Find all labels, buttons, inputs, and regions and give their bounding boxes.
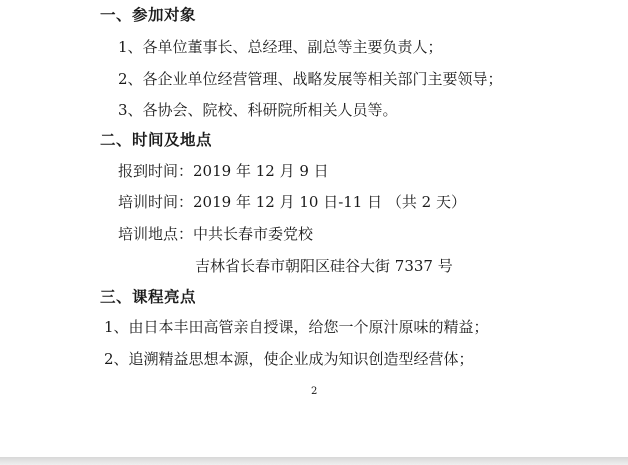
registration-time: 报到时间：2019 年 12 月 9 日 [118, 162, 329, 180]
participant-item-2: 2、各企业单位经营管理、战略发展等相关部门主要领导； [118, 70, 503, 88]
participant-item-3: 3、各协会、院校、科研院所相关人员等。 [118, 101, 398, 119]
training-address: 吉林省长春市朝阳区硅谷大街 7337 号 [195, 257, 453, 275]
section-heading-participants: 一、参加对象 [100, 5, 197, 24]
section-heading-highlights: 三、课程亮点 [100, 287, 197, 306]
section-heading-time-location: 二、时间及地点 [100, 130, 213, 149]
training-location: 培训地点：中共长春市委党校 [118, 225, 314, 243]
page-number: 2 [311, 386, 318, 397]
page-bottom-edge [0, 457, 628, 465]
training-time: 培训时间：2019 年 12 月 10 日-11 日 （共 2 天） [118, 193, 466, 211]
highlight-item-2: 2、追溯精益思想本源，使企业成为知识创造型经营体； [104, 350, 474, 368]
participant-item-1: 1、各单位董事长、总经理、副总等主要负责人； [118, 38, 443, 56]
highlight-item-1: 1、由日本丰田高管亲自授课，给您一个原汁原味的精益； [104, 318, 489, 336]
